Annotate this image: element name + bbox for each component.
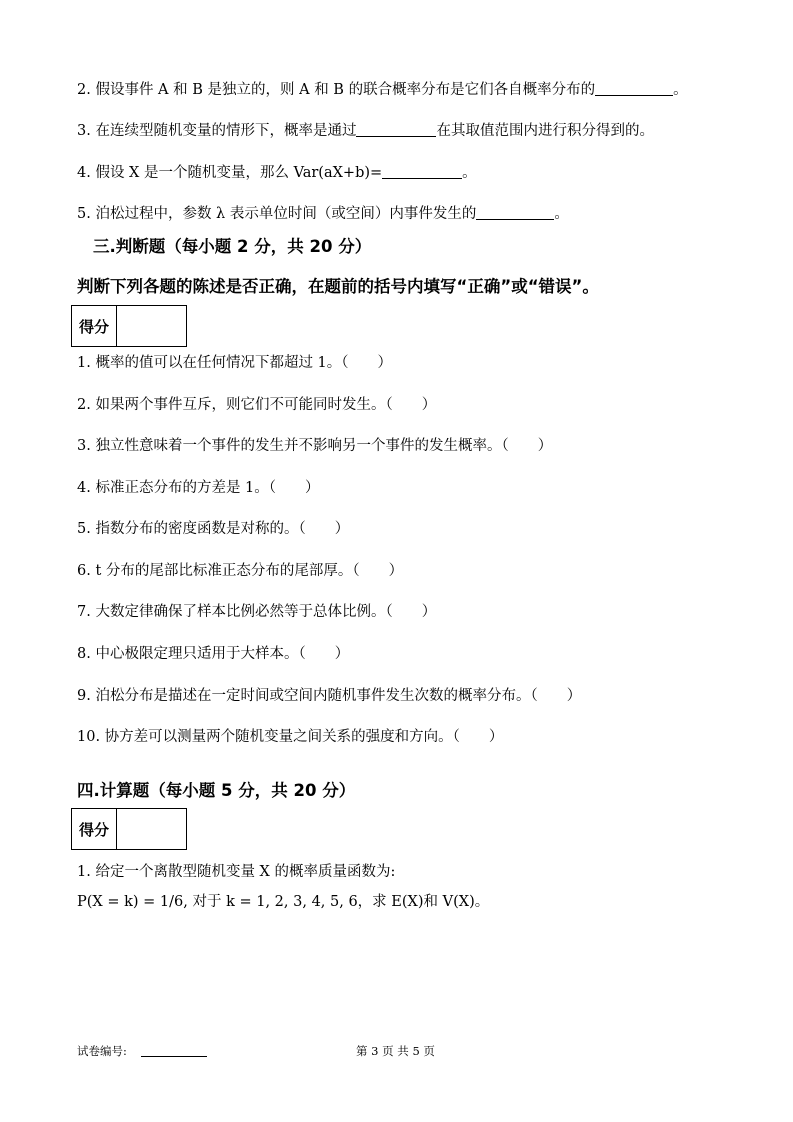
question-text: 3. 在连续型随机变量的情形下，概率是通过: [77, 123, 357, 139]
calc-question-1-line-2: P(X = k) = 1/6, 对于 k = 1, 2, 3, 4, 5, 6，求 E(X)和 V(X)。: [77, 894, 490, 910]
paper-number-blank: [141, 1046, 207, 1057]
question-text: 5. 泊松过程中，参数 λ 表示单位时间（或空间）内事件发生的: [77, 206, 477, 222]
fill-blank-question-3: [77, 119, 654, 140]
answer-blank: [595, 80, 673, 96]
calc-question-1-line-1: 1. 给定一个离散型随机变量 X 的概率质量函数为:: [77, 864, 396, 880]
page-number: 第 3 页 共 5 页: [356, 1044, 435, 1058]
judge-item-10: 10. 协方差可以测量两个随机变量之间关系的强度和方向。（ ）: [77, 729, 504, 745]
fill-blank-question-5: [77, 202, 569, 223]
answer-blank: [382, 163, 462, 179]
answer-blank: [356, 121, 436, 137]
judge-item-8: 8. 中心极限定理只适用于大样本。（ ）: [77, 646, 350, 662]
question-text: 2. 假设事件 A 和 B 是独立的，则 A 和 B 的联合概率分布是它们各自概率分布的: [77, 82, 596, 98]
answer-blank: [476, 204, 554, 220]
fill-blank-question-4: [77, 161, 477, 182]
judge-item-5: 5. 指数分布的密度函数是对称的。（ ）: [77, 521, 350, 537]
judge-item-3: 3. 独立性意味着一个事件的发生并不影响另一个事件的发生概率。（ ）: [77, 438, 553, 454]
score-cell: [117, 306, 186, 346]
question-text-end: 在其取值范围内进行积分得到的。: [436, 123, 654, 139]
section-3-heading: 三.判断题（每小题 2 分，共 20 分）: [93, 237, 372, 256]
fill-blank-question-2: [77, 78, 688, 99]
judge-item-2: 2. 如果两个事件互斥，则它们不可能同时发生。（ ）: [77, 397, 437, 413]
judge-item-7: 7. 大数定律确保了样本比例必然等于总体比例。（ ）: [77, 604, 437, 620]
section-4-heading: 四.计算题（每小题 5 分，共 20 分）: [77, 781, 356, 800]
section-3-instruction: 判断下列各题的陈述是否正确，在题前的括号内填写“正确”或“错误”。: [77, 277, 599, 296]
score-box-section-3: [71, 305, 187, 347]
judge-item-1: 1. 概率的值可以在任何情况下都超过 1。（ ）: [77, 355, 393, 371]
score-box-section-4: [71, 808, 187, 850]
question-text-end: 。: [462, 165, 477, 181]
paper-number: [77, 1043, 207, 1059]
score-cell: [117, 809, 186, 849]
score-label: 得分: [72, 809, 117, 849]
paper-number-label: 试卷编号:: [77, 1044, 127, 1058]
question-text-end: 。: [554, 206, 569, 222]
score-label: 得分: [72, 306, 117, 346]
judge-item-6: 6. t 分布的尾部比标准正态分布的尾部厚。（ ）: [77, 563, 404, 579]
question-text-end: 。: [673, 82, 688, 98]
question-text: 4. 假设 X 是一个随机变量，那么 Var(aX+b)=: [77, 165, 383, 181]
judge-item-9: 9. 泊松分布是描述在一定时间或空间内随机事件发生次数的概率分布。（ ）: [77, 688, 582, 704]
judge-item-4: 4. 标准正态分布的方差是 1。（ ）: [77, 480, 320, 496]
